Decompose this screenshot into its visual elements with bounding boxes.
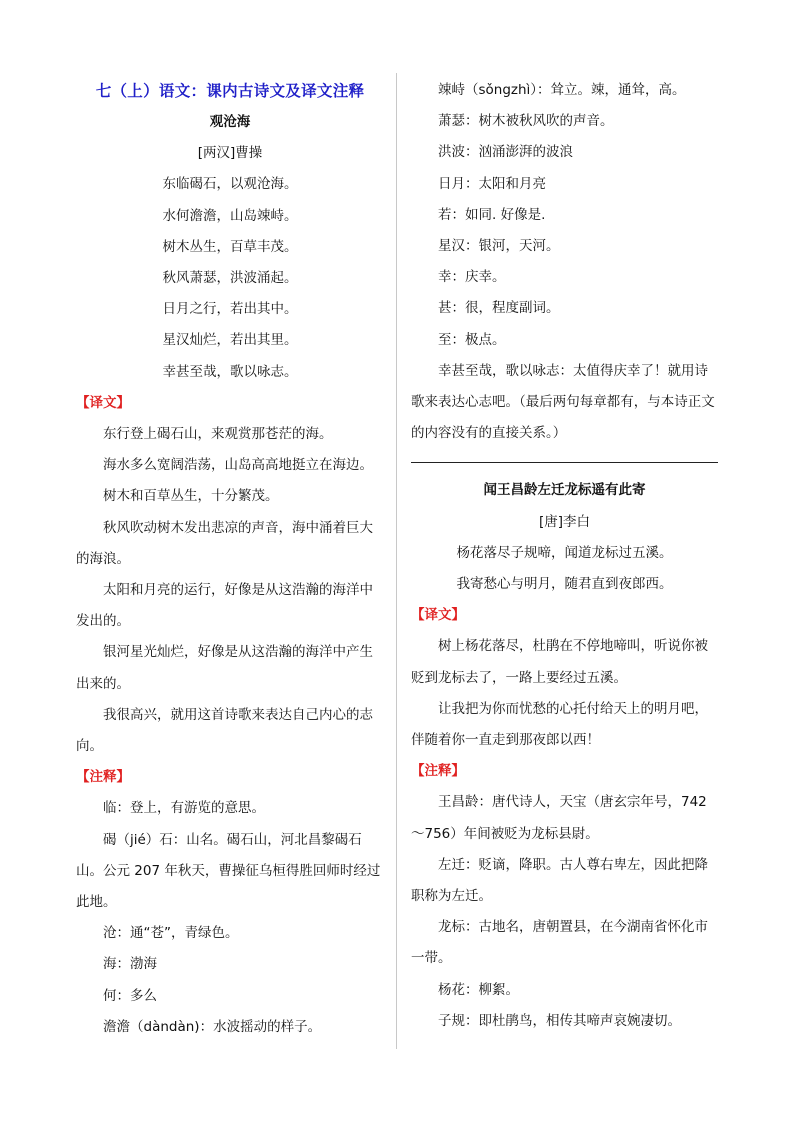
poem-title: 观沧海 bbox=[209, 114, 251, 130]
poem-author: [唐]李白 bbox=[538, 513, 591, 530]
translation-paragraph: 太阳和月亮的运行，好像是从这浩瀚的海洋中发出的。 bbox=[76, 582, 373, 630]
note-item: 竦峙（sǒngzhì）：耸立。竦，通耸，高。 bbox=[438, 82, 686, 98]
note-item: 若：如同. 好像是. bbox=[438, 206, 546, 223]
note-item: 子规：即杜鹃鸟，相传其啼声哀婉凄切。 bbox=[438, 1012, 681, 1029]
column-divider bbox=[396, 73, 397, 1049]
right-column bbox=[411, 75, 718, 1037]
note-item: 何：多么 bbox=[103, 987, 157, 1004]
note-item: 沧：通“苍”，青绿色。 bbox=[103, 925, 239, 942]
translation-paragraph: 我很高兴，就用这首诗歌来表达自己内心的志向。 bbox=[76, 706, 373, 755]
poem-line: 东临碣石，以观沧海。 bbox=[162, 176, 298, 193]
note-item: 杨花：柳絮。 bbox=[438, 981, 519, 998]
poem-line: 幸甚至哉，歌以咏志。 bbox=[162, 363, 298, 380]
note-item: 甚：很，程度副词。 bbox=[438, 300, 560, 317]
translation-paragraph: 树上杨花落尽，杜鹃在不停地啼叫，听说你被贬到龙标去了，一路上要经过五溪。 bbox=[411, 638, 708, 686]
note-item: 萧瑟：树木被秋风吹的声音。 bbox=[438, 113, 614, 130]
note-item: 日月：太阳和月亮 bbox=[438, 175, 546, 192]
translation-heading: 【译文】 bbox=[411, 607, 465, 624]
section-divider bbox=[411, 462, 718, 463]
note-item: 王昌龄：唐代诗人，天宝（唐玄宗年号，742～756）年间被贬为龙标县尉。 bbox=[411, 794, 707, 842]
poem-author: [两汉]曹操 bbox=[197, 145, 263, 162]
poem-line: 杨花落尽子规啼，闻道龙标过五溪。 bbox=[456, 544, 673, 561]
note-item: 龙标：古地名，唐朝置县，在今湖南省怀化市一带。 bbox=[411, 919, 708, 967]
poem-line: 树木丛生，百草丰茂。 bbox=[162, 238, 298, 255]
translation-paragraph: 海水多么宽阔浩荡，山岛高高地挺立在海边。 bbox=[103, 457, 373, 474]
document-title: 七（上）语文：课内古诗文及译文注释 bbox=[95, 82, 365, 100]
translation-heading: 【译文】 bbox=[76, 394, 130, 411]
note-item: 碣（jié）石：山名。碣石山，河北昌黎碣石山。公元 207 年秋天，曹操征乌桓得胜回师时经过此地。 bbox=[76, 831, 381, 911]
poem-line: 星汉灿烂，若出其里。 bbox=[162, 332, 298, 349]
poem-line: 我寄愁心与明月，随君直到夜郎西。 bbox=[456, 576, 673, 593]
translation-paragraph: 树木和百草丛生，十分繁茂。 bbox=[103, 488, 279, 505]
poem-line: 水何澹澹，山岛竦峙。 bbox=[162, 207, 298, 224]
note-item: 左迁：贬谪，降职。古人尊右卑左，因此把降职称为左迁。 bbox=[411, 856, 708, 905]
notes-heading: 【注释】 bbox=[411, 763, 465, 780]
note-item: 澹澹（dàndàn)：水波摇动的样子。 bbox=[103, 1018, 322, 1035]
translation-paragraph: 秋风吹动树木发出悲凉的声音，海中涌着巨大的海浪。 bbox=[76, 519, 373, 567]
translation-paragraph: 东行登上碣石山，来观赏那苍茫的海。 bbox=[103, 426, 333, 443]
note-item: 临：登上，有游览的意思。 bbox=[103, 800, 265, 817]
poem-title: 闻王昌龄左迁龙标遥有此寄 bbox=[483, 482, 646, 499]
poem-line: 日月之行，若出其中。 bbox=[162, 301, 298, 318]
poem-line: 秋风萧瑟，洪波涌起。 bbox=[162, 270, 298, 287]
note-item: 幸甚至哉，歌以咏志：太值得庆幸了！就用诗歌来表达心志吧。（最后两句每章都有，与本诗正文的内容没有的直接关系。） bbox=[411, 362, 715, 442]
note-item: 星汉：银河，天河。 bbox=[438, 238, 560, 255]
left-column bbox=[76, 75, 384, 1043]
note-item: 洪波：汹涌澎湃的波浪 bbox=[438, 144, 573, 161]
note-item: 幸：庆幸。 bbox=[438, 269, 506, 286]
translation-paragraph: 银河星光灿烂，好像是从这浩瀚的海洋中产生出来的。 bbox=[76, 644, 373, 692]
note-item: 至：极点。 bbox=[438, 331, 506, 348]
note-item: 海：渤海 bbox=[103, 956, 157, 973]
notes-heading: 【注释】 bbox=[76, 769, 130, 786]
translation-paragraph: 让我把为你而忧愁的心托付给天上的明月吧，伴随着你一直走到那夜郎以西！ bbox=[411, 700, 708, 749]
